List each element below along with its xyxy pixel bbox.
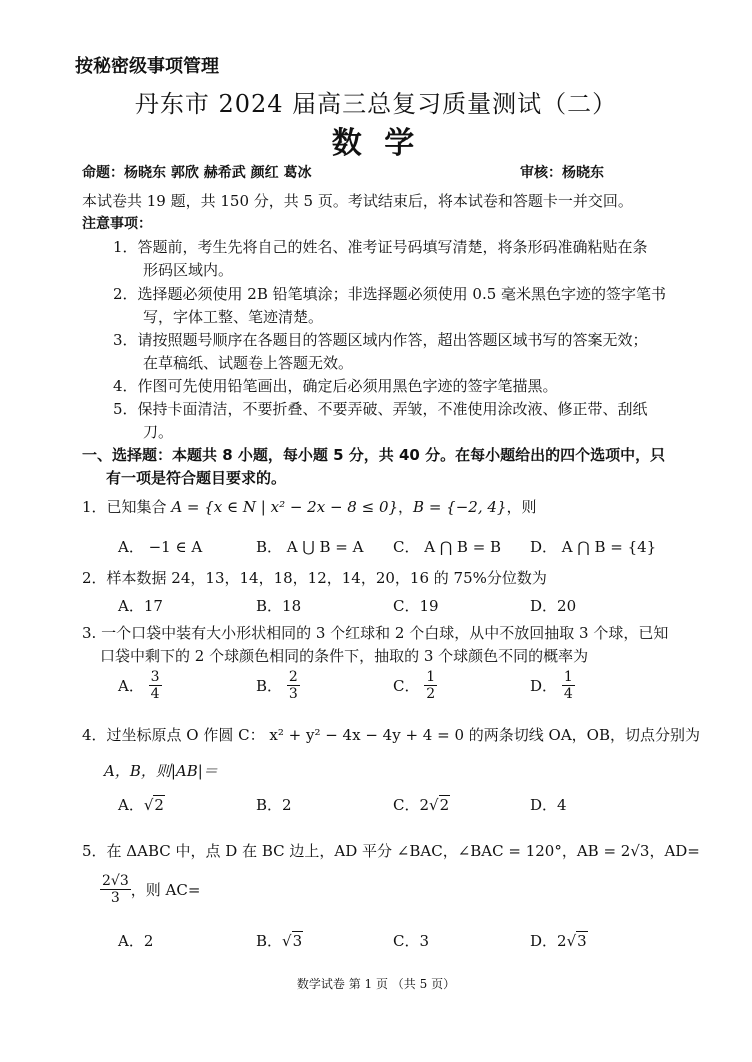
q5-option-d <box>530 930 588 951</box>
q1-option-a: A． −1 ∈ A <box>118 538 203 556</box>
q3-d-den: 4 <box>563 686 573 702</box>
intro-text: 本试卷共 19 题，共 150 分，共 5 页。考试结束后，将本试卷和答题卡一并交回。 <box>82 192 633 210</box>
q1-prefix: 1．已知集合 <box>82 498 172 516</box>
q2-option-b: B．18 <box>256 597 302 615</box>
q4-b-value: 2 <box>282 796 292 814</box>
sqrt-icon: √ <box>566 932 577 950</box>
question-5-stem-cont <box>100 873 200 906</box>
question-3-stem-cont: 口袋中剩下的 2 个球颜色相同的条件下，抽取的 3 个球颜色不同的概率为 <box>100 647 589 665</box>
q3-d-label: D． <box>530 677 558 695</box>
q1-option-d: D． A ⋂ B = {4} <box>530 538 657 556</box>
q5-d-label: D． <box>530 932 558 950</box>
q1-sep: ， <box>398 498 414 516</box>
q3-d-num: 1 <box>563 669 573 685</box>
q5-a-label: A． <box>118 932 144 950</box>
q3-b-num: 2 <box>288 669 298 685</box>
q1-suffix: ，则 <box>506 498 537 516</box>
q3-c-den: 2 <box>426 686 436 702</box>
sqrt-icon: √ <box>429 796 439 814</box>
q4-c-label: C． <box>393 796 420 814</box>
q2-option-d: D．20 <box>530 597 577 615</box>
q4-option-c <box>393 794 450 815</box>
q3-a-num: 3 <box>150 669 160 685</box>
reviewer-line: 审核：杨晓东 <box>520 165 604 181</box>
q4-option-d <box>530 794 567 815</box>
q1-option-b: B． A ⋃ B = A <box>256 538 364 556</box>
note-item: 2．选择题必须使用 2B 铅笔填涂；非选择题必须使用 0.5 毫米黑色字迹的签字笔书 <box>113 285 667 303</box>
q3-a-label: A． <box>118 677 144 695</box>
q3-option-a <box>118 669 162 702</box>
note-item: 5．保持卡面清洁，不要折叠、不要弄破、弄皱，不准使用涂改液、修正带、刮纸 <box>113 400 648 418</box>
q4-a-label: A． <box>118 796 144 814</box>
q3-option-c <box>393 669 437 702</box>
q3-b-fraction <box>287 669 300 702</box>
q4-d-label: D． <box>530 796 558 814</box>
sqrt-icon: √ <box>143 796 154 814</box>
note-item-cont: 形码区域内。 <box>143 261 234 279</box>
q4-option-b <box>256 794 292 815</box>
q3-option-d <box>530 669 575 702</box>
q3-b-den: 3 <box>288 686 298 702</box>
q1-set-b: B = {−2, 4} <box>413 498 507 516</box>
q5-c-label: C． <box>393 932 420 950</box>
q5-b-radicand: 3 <box>292 932 303 950</box>
q4-option-a <box>118 794 165 815</box>
q5-option-c <box>393 930 429 951</box>
q2-option-a: A．17 <box>118 597 163 615</box>
q5-frac-num: 2√3 <box>102 873 129 889</box>
q3-d-fraction <box>562 669 575 702</box>
q4-c-radicand: 2 <box>439 796 450 814</box>
section-heading: 一、选择题：本题共 8 小题，每小题 5 分，共 40 分。在每小题给出的四个选项中，只 <box>82 446 666 464</box>
note-item-cont: 在草稿纸、试题卷上答题无效。 <box>143 354 354 372</box>
q5-tail: ，则 AC= <box>130 881 201 899</box>
exam-title: 丹东市 2024 届高三总复习质量测试（二） <box>134 90 618 118</box>
q3-c-num: 1 <box>426 669 436 685</box>
page-footer: 数学试卷 第 1 页 （共 5 页） <box>296 977 456 991</box>
q5-d-radicand: 3 <box>577 932 587 950</box>
q3-b-label: B． <box>256 677 283 695</box>
q5-b-label: B． <box>256 932 283 950</box>
q4-a-radicand: 2 <box>154 796 164 814</box>
confidentiality-label: 按秘密级事项管理 <box>75 56 219 77</box>
q3-a-den: 4 <box>150 686 160 702</box>
question-4-stem-cont: A，B，则|AB|＝ <box>104 762 218 780</box>
q2-option-c: C．19 <box>393 597 439 615</box>
q5-option-b <box>256 930 303 951</box>
note-item-cont: 写，字体工整、笔迹清楚。 <box>143 308 324 326</box>
question-2-stem: 2．样本数据 24，13，14，18，12，14，20，16 的 75%分位数为 <box>82 569 547 587</box>
section-heading-cont: 有一项是符合题目要求的。 <box>106 469 287 487</box>
question-1-stem <box>82 496 536 517</box>
q5-a-value: 2 <box>143 932 154 950</box>
q3-c-label: C． <box>393 677 420 695</box>
question-3-stem: 3. 一个口袋中装有大小形状相同的 3 个红球和 2 个白球，从中不放回抽取 3 个球，已知 <box>82 624 669 642</box>
subject-title: 数 学 <box>331 126 421 161</box>
q5-d-coef: 2 <box>557 932 567 950</box>
q4-d-value: 4 <box>557 796 567 814</box>
authors-line: 命题：杨晓东 郭欣 赫希武 颜红 葛冰 <box>82 165 312 181</box>
question-5-stem: 5．在 ΔABC 中，点 D 在 BC 边上，AD 平分 ∠BAC，∠BAC = 120°，AB = 2√3，AD= <box>82 842 700 860</box>
note-item: 3．请按照题号顺序在各题目的答题区域内作答，超出答题区域书写的答案无效； <box>113 331 648 349</box>
q5-c-value: 3 <box>419 932 430 950</box>
q1-option-c: C． A ⋂ B = B <box>393 538 502 556</box>
note-item-cont: 刀。 <box>143 423 174 441</box>
q3-a-fraction <box>149 669 162 702</box>
q5-ad-fraction <box>100 873 131 906</box>
q3-c-fraction <box>424 669 437 702</box>
question-4-stem: 4．过坐标原点 O 作圆 C： x² + y² − 4x − 4y + 4 = 0 的两条切线 OA，OB，切点分别为 <box>82 726 700 744</box>
q5-frac-den: 3 <box>110 890 120 906</box>
note-item: 4．作图可先使用铅笔画出，确定后必须用黑色字迹的签字笔描黑。 <box>113 377 558 395</box>
q3-option-b <box>256 669 300 702</box>
q4-c-coef: 2 <box>419 796 430 814</box>
q4-b-label: B． <box>256 796 283 814</box>
note-item: 1．答题前，考生先将自己的姓名、准考证号码填写清楚，将条形码准确粘贴在条 <box>113 238 648 256</box>
q1-set-a: A = {x ∈ N | x² − 2x − 8 ≤ 0} <box>171 498 399 516</box>
notes-heading: 注意事项： <box>82 216 152 232</box>
q5-option-a <box>118 930 153 951</box>
sqrt-icon: √ <box>282 932 292 950</box>
